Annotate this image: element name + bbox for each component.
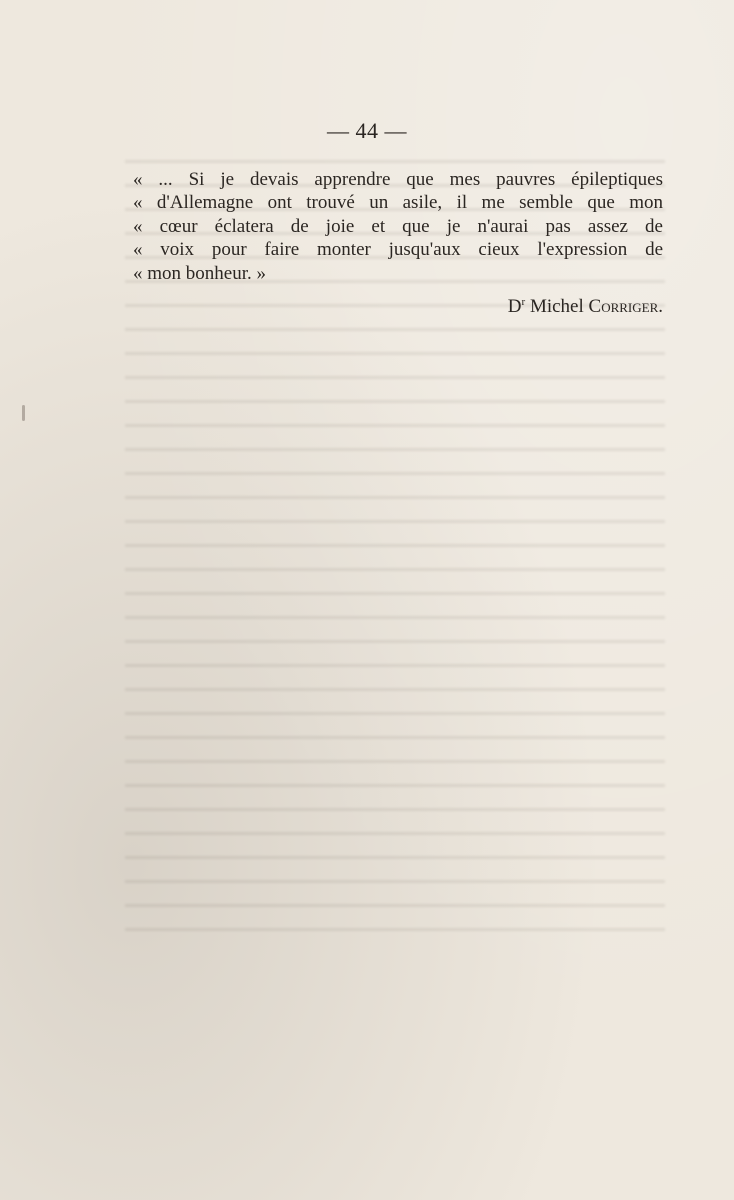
signature-first-name: Michel xyxy=(529,296,584,317)
signature-line xyxy=(508,296,663,318)
text-line: « mon bonheur. » xyxy=(133,262,266,284)
signature-last-name: Corriger. xyxy=(588,296,663,317)
text-line: « cœur éclatera de joie et que je n'aurai pas assez de xyxy=(133,215,663,237)
text-line: « d'Allemagne ont trouvé un asile, il me semble que mon xyxy=(133,192,663,214)
page-number: — 44 — xyxy=(327,118,407,143)
quotation-paragraph xyxy=(133,168,663,285)
paper-mark xyxy=(22,405,25,421)
signature-title: D xyxy=(507,296,522,317)
text-line: « ... Si je devais apprendre que mes pauvres épileptiques xyxy=(133,169,663,190)
text-line: « voix pour faire monter jusqu'aux cieux l'expression de xyxy=(133,239,663,261)
signature-title-superscript: r xyxy=(521,296,526,308)
